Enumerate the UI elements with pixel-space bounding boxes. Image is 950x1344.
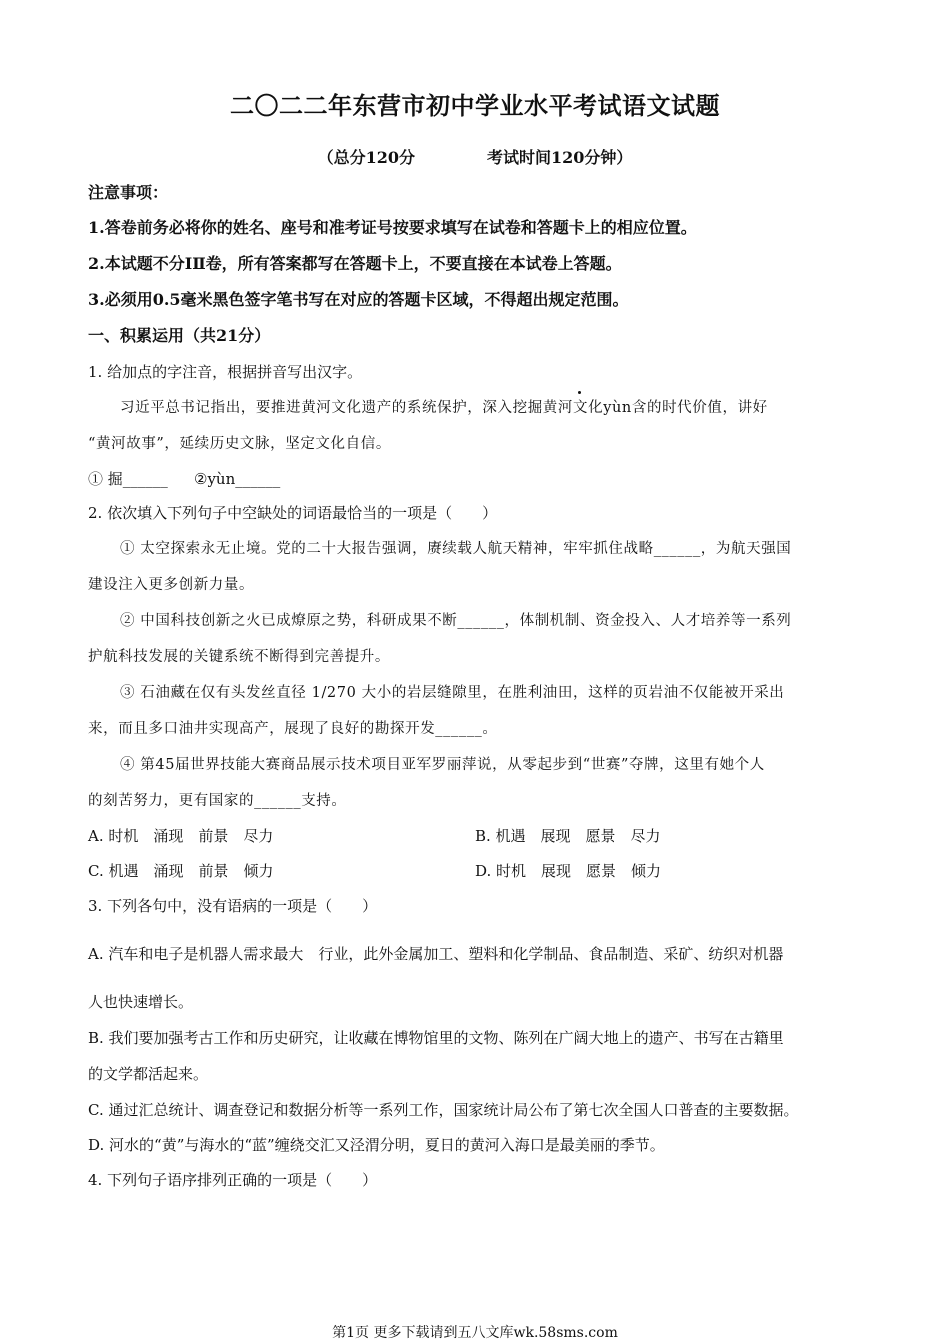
passage-text: 习近平总书记指出，要推进黄河文化遗产的系统保护，深入挖掘黄河文化yùn含的时代价值，讲好 <box>120 400 768 416</box>
option-a: A. 汽车和电子是机器人需求最大 行业，此外金属加工、塑料和化学制品、食品制造、采矿、纺织对机器 <box>88 945 784 963</box>
section-heading: 一、积累运用（共21分） <box>88 326 271 345</box>
exam-time: 考试时间120分钟） <box>487 148 633 167</box>
option-d: D. 河水的“黄”与海水的“蓝”缠绕交汇又泾渭分明，夏日的黄河入海口是最美丽的季节。 <box>88 1136 665 1154</box>
answer-blank: ②yùn______ <box>194 470 281 488</box>
notice-item: 1.答卷前务必将你的姓名、座号和准考证号按要求填写在试卷和答题卡上的相应位置。 <box>88 218 697 237</box>
option-c: C. 机遇 涌现 前景 倾力 <box>88 862 274 880</box>
notice-item: 3.必须用0.5毫米黑色签字笔书写在对应的答题卡区域，不得超出规定范围。 <box>88 290 629 309</box>
passage-text: 护航科技发展的关键系统不断得到完善提升。 <box>88 649 390 665</box>
option-c: C. 通过汇总统计、调查登记和数据分析等一系列工作，国家统计局公布了第七次全国人口普查的主要数据。 <box>88 1101 799 1119</box>
option-b: B. 我们要加强考古工作和历史研究，让收藏在博物馆里的文物、陈列在广阔大地上的遗产、书写在古籍里 <box>88 1029 784 1047</box>
question-stem: 3. 下列各句中，没有语病的一项是（ ） <box>88 897 378 915</box>
question-stem: 1. 给加点的字注音，根据拼音写出汉字。 <box>88 363 363 381</box>
passage-text: 的刻苦努力，更有国家的______支持。 <box>88 793 347 809</box>
notice-item: 2.本试题不分ⅠⅡ卷，所有答案都写在答题卡上，不要直接在本试卷上答题。 <box>88 254 622 273</box>
option-a-continued: 人也快速增长。 <box>88 993 194 1011</box>
passage-text: 来，而且多口油井实现高产，展现了良好的勘探开发______。 <box>88 721 498 737</box>
passage-text: ① 太空探索永无止境。党的二十大报告强调，赓续载人航天精神，牢牢抓住战略______，为航天强国 <box>120 541 792 557</box>
question-stem: 4. 下列句子语序排列正确的一项是（ ） <box>88 1171 378 1189</box>
passage-text: ② 中国科技创新之火已成燎原之势，科研成果不断______，体制机制、资金投入、人才培养等一系列 <box>120 613 792 629</box>
option-b-continued: 的文学都活起来。 <box>88 1065 209 1083</box>
option-d: D. 时机 展现 愿景 倾力 <box>475 862 662 880</box>
passage-text: ④ 第45届世界技能大赛商品展示技术项目亚军罗丽萍说，从零起步到“世赛”夺牌，这里有她个人 <box>120 757 765 773</box>
page-title: 二〇二二年东营市初中学业水平考试语文试题 <box>230 91 720 120</box>
option-b: B. 机遇 展现 愿景 尽力 <box>475 827 661 845</box>
total-score: （总分120分 <box>317 148 415 167</box>
answer-blank: ① 掘______ <box>88 470 168 488</box>
option-a: A. 时机 涌现 前景 尽力 <box>88 827 274 845</box>
exam-info <box>0 147 950 169</box>
passage-text: ③ 石油藏在仅有头发丝直径 1/270 大小的岩层缝隙里，在胜利油田，这样的页岩油不仅能被开采出 <box>120 685 785 701</box>
passage-text: “黄河故事”，延续历史文脉，坚定文化自信。 <box>88 436 391 452</box>
notice-heading: 注意事项： <box>88 183 169 202</box>
passage-text: 建设注入更多创新力量。 <box>88 577 255 593</box>
question-stem: 2. 依次填入下列句子中空缺处的词语最恰当的一项是（ ） <box>88 504 498 522</box>
page-footer: 第1页 更多下载请到五八文库wk.58sms.com <box>332 1325 618 1341</box>
emphasis-dot <box>578 391 581 394</box>
